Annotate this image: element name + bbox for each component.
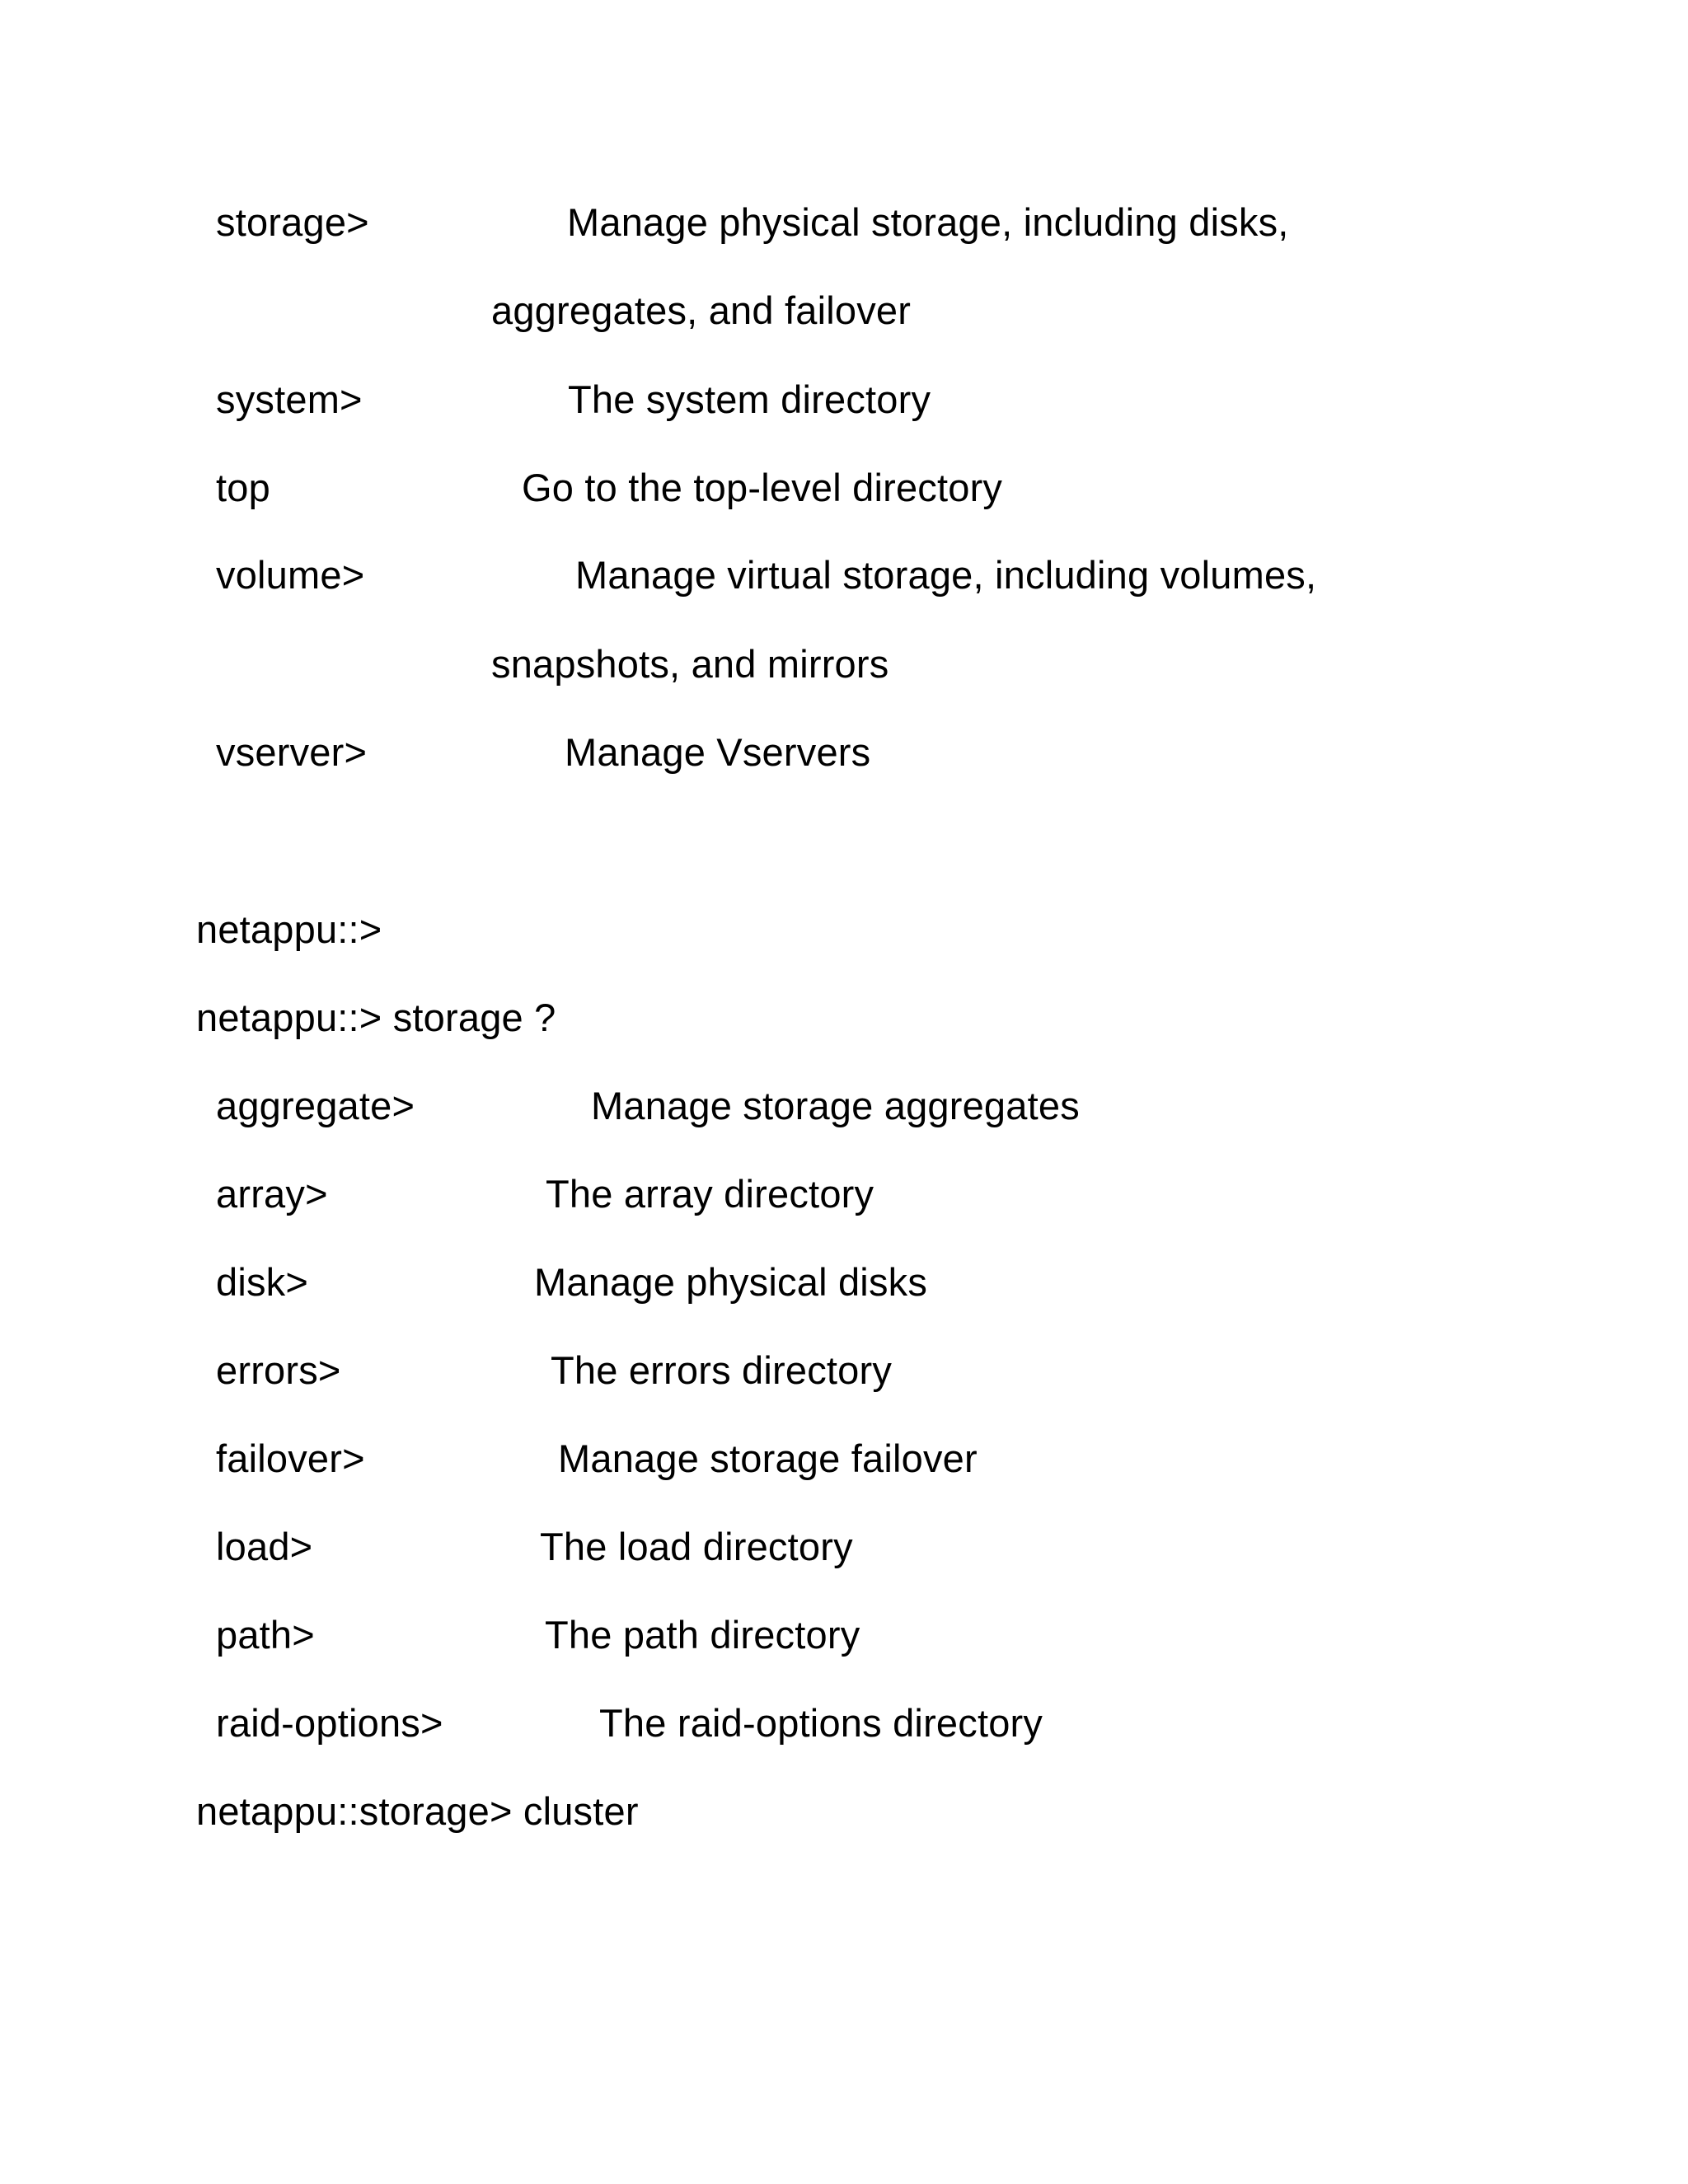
command-failover: failover> bbox=[216, 1436, 365, 1480]
description-errors: The errors directory bbox=[551, 1348, 893, 1392]
description-aggregate: Manage storage aggregates bbox=[591, 1084, 1080, 1127]
description-array: The array directory bbox=[546, 1172, 874, 1216]
command-storage: storage> bbox=[216, 200, 369, 244]
command-vserver: vserver> bbox=[216, 730, 368, 774]
command-array: array> bbox=[216, 1172, 328, 1216]
description-volume: Manage virtual storage, including volumes, bbox=[575, 553, 1317, 597]
command-top: top bbox=[216, 466, 270, 509]
command-volume: volume> bbox=[216, 553, 365, 597]
description-vserver: Manage Vservers bbox=[565, 730, 871, 774]
description-failover: Manage storage failover bbox=[558, 1436, 978, 1480]
description-raid-options: The raid-options directory bbox=[599, 1701, 1043, 1745]
command-aggregate: aggregate> bbox=[216, 1084, 415, 1127]
cli-prompt-storage-query: netappu::> storage ? bbox=[196, 996, 556, 1039]
command-path: path> bbox=[216, 1613, 315, 1657]
command-system: system> bbox=[216, 377, 363, 421]
description-storage-continuation: aggregates, and failover bbox=[491, 288, 912, 332]
description-storage: Manage physical storage, including disks, bbox=[567, 200, 1289, 244]
description-top: Go to the top-level directory bbox=[522, 466, 1003, 509]
command-load: load> bbox=[216, 1525, 313, 1568]
cli-prompt: netappu::> bbox=[196, 907, 382, 951]
command-disk: disk> bbox=[216, 1260, 309, 1304]
command-raid-options: raid-options> bbox=[216, 1701, 443, 1745]
description-disk: Manage physical disks bbox=[534, 1260, 928, 1304]
cli-prompt-storage-cluster: netappu::storage> cluster bbox=[196, 1789, 639, 1833]
description-load: The load directory bbox=[540, 1525, 853, 1568]
description-volume-continuation: snapshots, and mirrors bbox=[491, 642, 889, 686]
command-errors: errors> bbox=[216, 1348, 341, 1392]
description-system: The system directory bbox=[568, 377, 931, 421]
description-path: The path directory bbox=[545, 1613, 860, 1657]
